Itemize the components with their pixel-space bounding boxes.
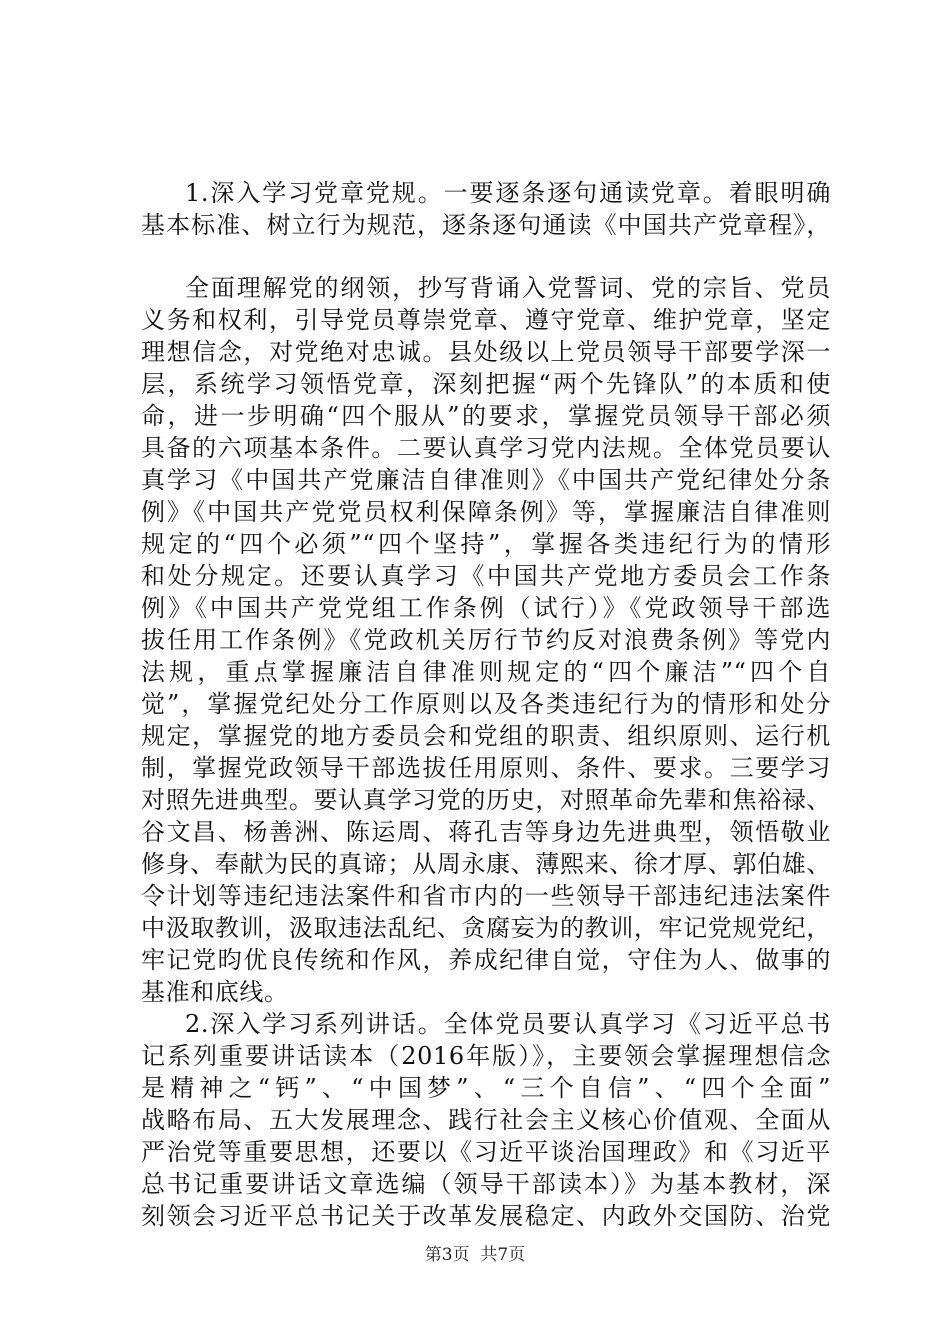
paragraph-2-line-23: 基准和底线。 (141, 978, 289, 1006)
paragraph-1-line-1: 1.深入学习党章党规。一要逐条逐句通读党章。着眼明确 (185, 179, 831, 207)
paragraph-1-line-2: 基本标准、树立行为规范，逐条逐句通读《中国共产党章程》， (141, 211, 831, 239)
paragraph-2-line-15: 规定，掌握党的地方委员会和党组的职责、组织原则、运行机 (141, 722, 831, 750)
paragraph-3-line-2: 记系列重要讲话读本（2016年版）》，主要领会掌握理想信念 (141, 1042, 831, 1070)
paragraph-2-line-12: 拔任用工作条例》《党政机关厉行节约反对浪费条例》等党内 (141, 626, 831, 654)
paragraph-2-line-13: 法规，重点掌握廉洁自律准则规定的“四个廉洁”“四个自 (141, 658, 831, 686)
page-number-label: 第3页 共7页 (424, 1245, 526, 1265)
paragraph-2-line-19: 修身、奉献为民的真谛；从周永康、薄熙来、徐才厚、郭伯雄、 (141, 850, 831, 878)
paragraph-2-line-6: 具备的六项基本条件。二要认真学习党内法规。全体党员要认 (141, 434, 831, 462)
paragraph-2-line-9: 规定的“四个必须”“四个坚持”，掌握各类违纪行为的情形 (141, 530, 831, 558)
paragraph-3-line-6: 总书记重要讲话文章选编（领导干部读本）》为基本教材，深 (141, 1170, 831, 1198)
paragraph-2-line-20: 令计划等违纪违法案件和省市内的一些领导干部违纪违法案件 (141, 882, 831, 910)
paragraph-3-line-5: 严治党等重要思想，还要以《习近平谈治国理政》和《习近平 (141, 1138, 831, 1166)
paragraph-2-line-18: 谷文昌、杨善洲、陈运周、蒋孔吉等身边先进典型，领悟敬业 (141, 818, 831, 846)
paragraph-2-line-21: 中汲取教训，汲取违法乱纪、贪腐妄为的教训，牢记党规党纪， (141, 914, 831, 942)
paragraph-3-line-4: 战略布局、五大发展理念、践行社会主义核心价值观、全面从 (141, 1106, 831, 1134)
paragraph-2-line-16: 制，掌握党政领导干部选拔任用原则、条件、要求。三要学习 (141, 754, 831, 782)
paragraph-2-line-2: 义务和权利，引导党员尊崇党章、遵守党章、维护党章，坚定 (141, 306, 831, 334)
paragraph-2-line-17: 对照先进典型。要认真学习党的历史，对照革命先辈和焦裕禄、 (141, 786, 831, 814)
paragraph-3-line-7: 刻领会习近平总书记关于改革发展稳定、内政外交国防、治党 (141, 1202, 831, 1230)
paragraph-2-line-22: 牢记党昀优良传统和作风，养成纪律自觉，守住为人、做事的 (141, 946, 831, 974)
paragraph-2-line-11: 例》《中国共产党党组工作条例（试行）》《党政领导干部选 (141, 594, 831, 622)
paragraph-2-line-4: 层，系统学习领悟党章，深刻把握“两个先锋队”的本质和使 (141, 370, 831, 398)
paragraph-3-line-3: 是精神之“钙”、“中国梦”、“三个自信”、“四个全面” (141, 1074, 831, 1102)
paragraph-2-line-10: 和处分规定。还要认真学习《中国共产党地方委员会工作条 (141, 562, 831, 590)
page-footer (0, 1244, 950, 1266)
paragraph-2-line-7: 真学习《中国共产党廉洁自律准则》《中国共产党纪律处分条 (141, 466, 831, 494)
paragraph-3-line-1: 2.深入学习系列讲话。全体党员要认真学习《习近平总书 (185, 1010, 831, 1038)
paragraph-2-line-8: 例》《中国共产党党员权利保障条例》等，掌握廉洁自律准则 (141, 498, 831, 526)
paragraph-2-line-14: 觉”，掌握党纪处分工作原则以及各类违纪行为的情形和处分 (141, 690, 831, 718)
paragraph-2-line-1: 全面理解党的纲领，抄写背诵入党誓词、党的宗旨、党员 (185, 274, 831, 302)
paragraph-2-line-3: 理想信念，对党绝对忠诚。县处级以上党员领导干部要学深一 (141, 338, 831, 366)
paragraph-2-line-5: 命，进一步明确“四个服从”的要求，掌握党员领导干部必须 (141, 402, 831, 430)
